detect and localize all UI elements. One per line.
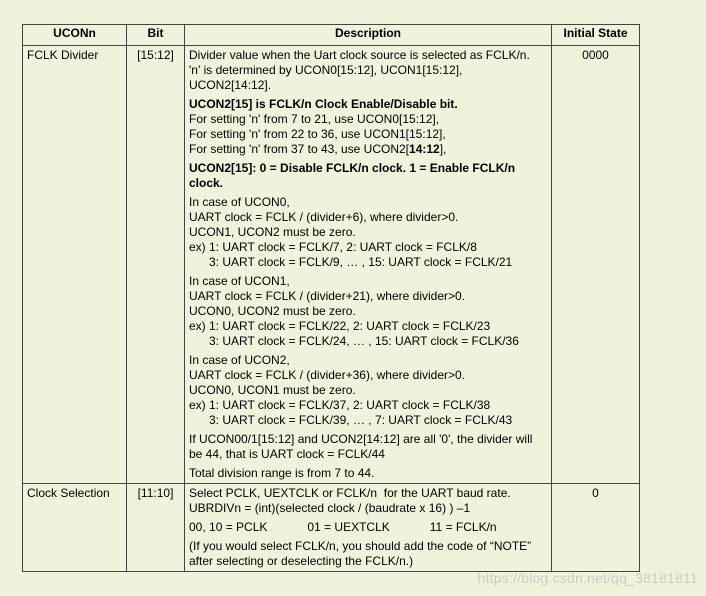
field-name: Clock Selection — [23, 484, 127, 572]
description-line: In case of UCON1, — [189, 274, 290, 288]
description-line: be 44, that is UART clock = FCLK/44 — [189, 447, 385, 461]
description-line: UART clock = FCLK / (divider+6), where divider>0. — [189, 210, 459, 224]
description-line: ex) 1: UART clock = FCLK/22, 2: UART clock = FCLK/23 — [189, 319, 491, 333]
description-line: UART clock = FCLK / (divider+21), where divider>0. — [189, 289, 466, 303]
description-paragraph — [189, 466, 547, 481]
description-line: For setting 'n' from 7 to 21, use UCON0[15:12], — [189, 112, 440, 126]
field-bit: [15:12] — [127, 46, 185, 484]
header-bit: Bit — [127, 25, 185, 46]
field-description — [185, 484, 552, 572]
description-paragraph — [189, 97, 547, 157]
description-line: Divider value when the Uart clock source is selected as FCLK/n. — [189, 48, 530, 62]
description-line: UCON0, UCON1 must be zero. — [189, 383, 356, 397]
description-line: 3: UART clock = FCLK/24, … , 15: UART clock = FCLK/36 — [189, 334, 519, 348]
header-row — [23, 25, 640, 46]
table-row-clock-selection — [23, 484, 640, 572]
description-line: UBRDIVn = (int)(selected clock / (baudrate x 16) ) –1 — [189, 501, 471, 515]
description-line: ex) 1: UART clock = FCLK/7, 2: UART clock = FCLK/8 — [189, 240, 477, 254]
description-line: 00, 10 = PCLK 01 = UEXTCLK 11 = FCLK/n — [189, 520, 497, 534]
watermark: https://blog.csdn.net/qq_38181811 — [477, 570, 698, 586]
description-line: UART clock = FCLK / (divider+36), where divider>0. — [189, 368, 466, 382]
description-paragraph — [189, 48, 547, 93]
description-line: UCON0, UCON2 must be zero. — [189, 304, 356, 318]
description-line — [189, 142, 547, 157]
field-initial-state: 0000 — [552, 46, 640, 484]
description-segment: For setting 'n' from 37 to 43, use UCON2[ — [189, 142, 410, 156]
description-line: UCON1, UCON2 must be zero. — [189, 225, 356, 239]
description-paragraph — [189, 353, 547, 428]
table-row-fclk-divider — [23, 46, 640, 484]
description-paragraph — [189, 520, 547, 535]
description-line: 3: UART clock = FCLK/39, … , 7: UART clock = FCLK/43 — [189, 413, 513, 427]
field-bit: [11:10] — [127, 484, 185, 572]
description-line: 3: UART clock = FCLK/9, … , 15: UART clock = FCLK/21 — [189, 255, 513, 269]
description-segment: 14:12 — [409, 142, 440, 156]
description-line: In case of UCON2, — [189, 353, 290, 367]
register-table — [22, 24, 640, 572]
description-line: UCON2[15]: 0 = Disable FCLK/n clock. 1 = Enable FCLK/n — [189, 161, 516, 175]
description-line: ex) 1: UART clock = FCLK/37, 2: UART clock = FCLK/38 — [189, 398, 491, 412]
description-line: UCON2[14:12]. — [189, 78, 272, 92]
description-segment: UCON2[15] is FCLK/n Clock Enable/Disable bit. — [189, 97, 458, 111]
description-line: If UCON00/1[15:12] and UCON2[14:12] are all '0', the divider will — [189, 432, 533, 446]
description-line: after selecting or deselecting the FCLK/n.) — [189, 554, 414, 568]
field-name: FCLK Divider — [23, 46, 127, 484]
description-line: (If you would select FCLK/n, you should add the code of “NOTE” — [189, 539, 532, 553]
description-line: For setting 'n' from 22 to 36, use UCON1[15:12], — [189, 127, 446, 141]
description-line: In case of UCON0, — [189, 195, 290, 209]
description-paragraph — [189, 432, 547, 462]
description-paragraph — [189, 161, 547, 191]
description-paragraph — [189, 274, 547, 349]
description-paragraph — [189, 195, 547, 270]
header-description: Description — [185, 25, 552, 46]
description-line — [189, 97, 547, 112]
header-initial-state: Initial State — [552, 25, 640, 46]
description-line: 'n' is determined by UCON0[15:12], UCON1[15:12], — [189, 63, 463, 77]
description-line: Total division range is from 7 to 44. — [189, 466, 375, 480]
field-description — [185, 46, 552, 484]
description-line: clock. — [189, 176, 224, 190]
header-uconn: UCONn — [23, 25, 127, 46]
field-initial-state: 0 — [552, 484, 640, 572]
description-segment: ], — [439, 142, 447, 156]
description-paragraph — [189, 539, 547, 569]
description-paragraph — [189, 486, 547, 516]
description-line: Select PCLK, UEXTCLK or FCLK/n for the UART baud rate. — [189, 486, 511, 500]
